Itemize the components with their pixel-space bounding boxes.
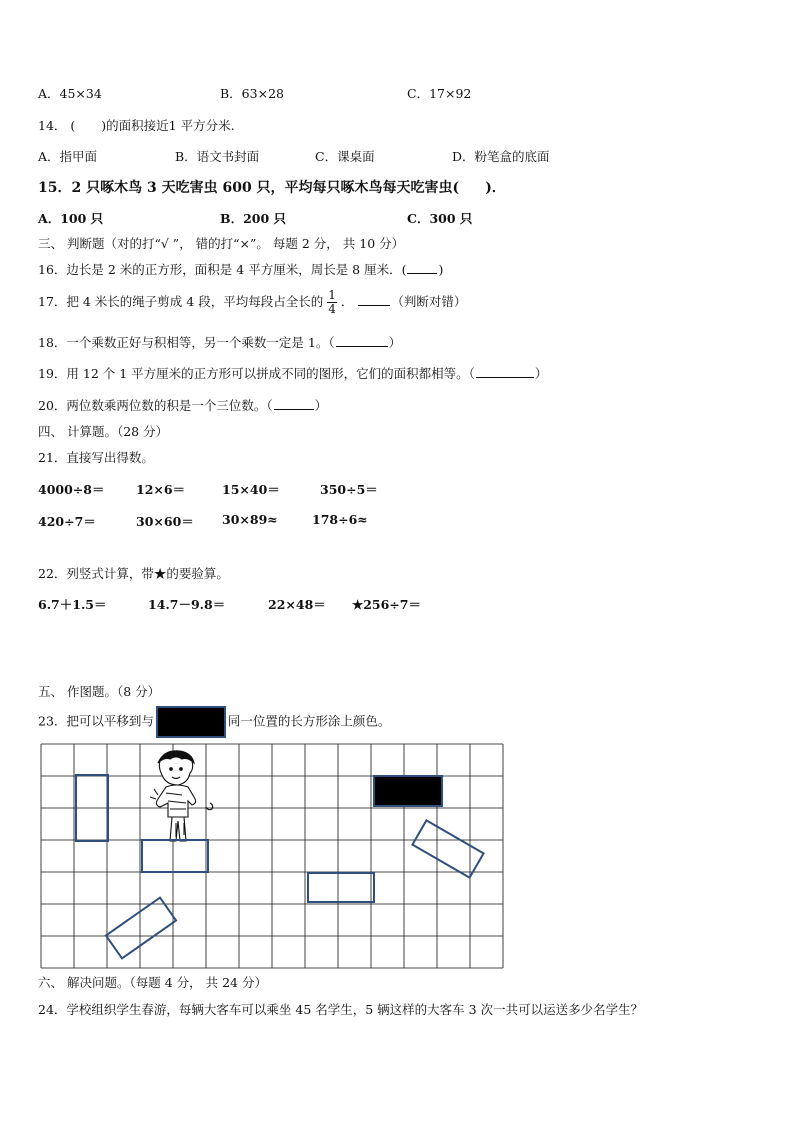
q22-title: 22．列竖式计算，带★的要验算。 bbox=[38, 566, 229, 581]
section-6-title: 六、 解决问题。（每题 4 分， 共 24 分） bbox=[38, 975, 267, 990]
horizontal-rectangle-center-left[interactable] bbox=[142, 840, 208, 872]
question-17 bbox=[38, 289, 466, 316]
q20-text: 20．两位数乘两位数的积是一个三位数。（ bbox=[38, 398, 273, 413]
q21-item: 420÷7＝ bbox=[38, 514, 96, 529]
q15-option-b: B．200 只 bbox=[220, 211, 287, 226]
q23-after: 同一位置的长方形涂上颜色。 bbox=[227, 713, 391, 729]
question-14: 14． ( )的面积接近1 平方分米. bbox=[38, 118, 235, 133]
question-16 bbox=[38, 260, 443, 278]
q17-text: 17．把 4 米长的绳子剪成 4 段，平均每段占全长的 bbox=[38, 294, 324, 309]
section-4-title: 四、 计算题。（28 分） bbox=[38, 424, 169, 439]
q13-option-a: A．45×34 bbox=[38, 86, 102, 101]
q21-title: 21．直接写出得数。 bbox=[38, 450, 154, 465]
q21-item: 15×40＝ bbox=[222, 482, 280, 497]
q22-item: 6.7＋1.5＝ bbox=[38, 597, 107, 612]
q21-item: 30×89≈ bbox=[222, 512, 278, 527]
q17-after: ． bbox=[340, 294, 354, 309]
section-5-title: 五、 作图题。（8 分） bbox=[38, 684, 161, 699]
horizontal-rectangle-lower-middle[interactable] bbox=[308, 873, 374, 902]
q22-item: 22×48＝ bbox=[268, 597, 326, 612]
boy-illustration bbox=[150, 751, 213, 841]
q18-text: 18．一个乘数正好与积相等，另一个乘数一定是 1。（ bbox=[38, 335, 335, 350]
question-19 bbox=[38, 364, 547, 382]
q15-option-c: C．300 只 bbox=[407, 211, 473, 226]
fraction-one-quarter: $\frac{1}{4}$ bbox=[328, 288, 336, 316]
q18-end: ） bbox=[388, 335, 402, 350]
question-23 bbox=[38, 706, 390, 738]
q14-number: 14． bbox=[38, 118, 67, 133]
tilted-rectangle-right[interactable] bbox=[412, 820, 483, 877]
q13-option-c: C．17×92 bbox=[407, 86, 472, 101]
q15-option-a: A．100 只 bbox=[38, 211, 104, 226]
translation-grid-figure bbox=[40, 743, 508, 969]
section-3-title: 三、 判断题（对的打“√ ”， 错的打“×”。 每题 2 分， 共 10 分） bbox=[38, 236, 405, 251]
q16-end: ) bbox=[438, 262, 444, 277]
q16-text: 16．边长是 2 米的正方形，面积是 4 平方厘米，周长是 8 厘米．( bbox=[38, 262, 407, 277]
q22-item: 14.7－9.8＝ bbox=[148, 597, 226, 612]
q17-answer-blank[interactable] bbox=[358, 293, 390, 306]
q16-answer-blank[interactable] bbox=[407, 261, 437, 274]
reference-black-rectangle bbox=[156, 706, 226, 738]
q18-answer-blank[interactable] bbox=[336, 334, 388, 347]
q22-item: ★256÷7＝ bbox=[352, 597, 421, 612]
q14-option-a: A．指甲面 bbox=[38, 149, 98, 164]
q14-stem: )的面积接近1 平方分米. bbox=[101, 118, 235, 133]
q21-item: 4000÷8＝ bbox=[38, 482, 105, 497]
q15-end: )． bbox=[485, 180, 506, 196]
q19-text: 19．用 12 个 1 平方厘米的正方形可以拼成不同的图形，它们的面积都相等。（ bbox=[38, 366, 475, 381]
q21-item: 178÷6≈ bbox=[312, 512, 368, 527]
q21-item: 350÷5＝ bbox=[320, 482, 378, 497]
tilted-rectangle-lower-left[interactable] bbox=[106, 898, 176, 959]
q21-item: 12×6＝ bbox=[136, 482, 186, 497]
q15-stem: 15．2 只啄木鸟 3 天吃害虫 600 只，平均每只啄木鸟每天吃害虫( bbox=[38, 180, 460, 196]
q14-option-c: C．课桌面 bbox=[315, 149, 375, 164]
q23-before: 23．把可以平移到与 bbox=[38, 713, 154, 729]
q17-end: （判断对错） bbox=[391, 294, 467, 309]
q19-end: ） bbox=[534, 366, 548, 381]
q14-option-b: B．语文书封面 bbox=[175, 149, 260, 164]
q21-item: 30×60＝ bbox=[136, 514, 194, 529]
question-20 bbox=[38, 396, 327, 414]
question-15 bbox=[38, 177, 506, 197]
target-black-rectangle bbox=[374, 776, 442, 806]
q14-option-d: D．粉笔盒的底面 bbox=[452, 149, 550, 164]
question-18 bbox=[38, 333, 401, 351]
q13-option-b: B．63×28 bbox=[220, 86, 284, 101]
question-24: 24．学校组织学生春游，每辆大客车可以乘坐 45 名学生，5 辆这样的大客车 3 次一共可以运送多少名学生？ bbox=[38, 1002, 644, 1017]
q20-end: ） bbox=[314, 398, 328, 413]
q19-answer-blank[interactable] bbox=[476, 365, 534, 378]
q20-answer-blank[interactable] bbox=[274, 397, 314, 410]
